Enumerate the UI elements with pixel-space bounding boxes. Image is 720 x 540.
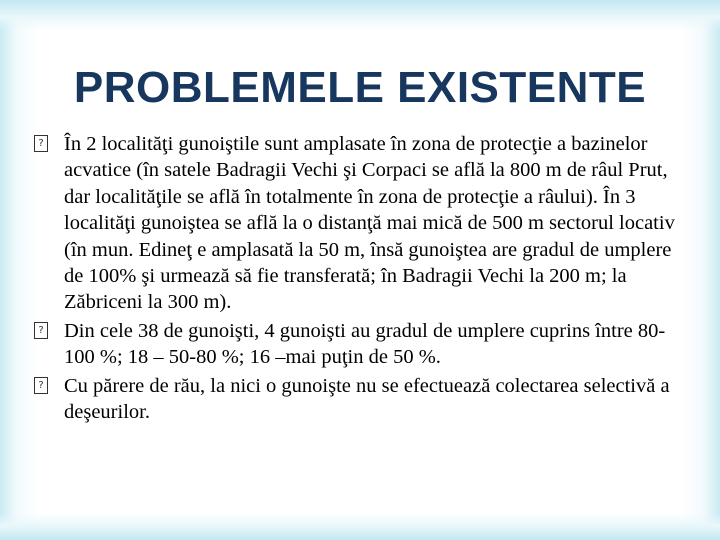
slide-title: PROBLEMELE EXISTENTE (73, 63, 647, 112)
bullet-item (34, 373, 684, 426)
bullet-text: Din cele 38 de gunoişti, 4 gunoişti au gradul de umplere cuprins între 80-100 %; 18 – 50-80 %; 16 –mai puţin de 50 %. (64, 319, 666, 369)
bullet-list (34, 131, 684, 427)
missing-glyph-box-icon: ? (34, 322, 48, 339)
missing-glyph-box-icon: ? (34, 377, 48, 394)
top-decorative-band (0, 0, 720, 30)
bullet-text: Cu părere de rău, la nici o gunoişte nu se efectuează colectarea selectivă a deşeurilor. (64, 374, 670, 424)
bullet-item (34, 318, 684, 371)
missing-glyph-box-icon: ? (34, 135, 48, 152)
bottom-decorative-band (0, 514, 720, 540)
bullet-item (34, 131, 684, 316)
bullet-text: În 2 localităţi gunoiştile sunt amplasate în zona de protecţie a bazinelor acvatice (în satele Badragii Vechi şi Corpaci se află la 800 m de râul Prut, dar localităţile se află în totalmente în zona de protecţie a râului). În 3 localităţi gunoiştea se află la o distanţă mai mică de 500 m sectorul locativ (în mun. Edineţ e amplasată la 50 m, însă gunoiştea are gradul de umplere de 100% şi urmează să fie transferată; în Badragii Vechi la 200 m; la Zăbriceni la 300 m). (64, 133, 675, 314)
